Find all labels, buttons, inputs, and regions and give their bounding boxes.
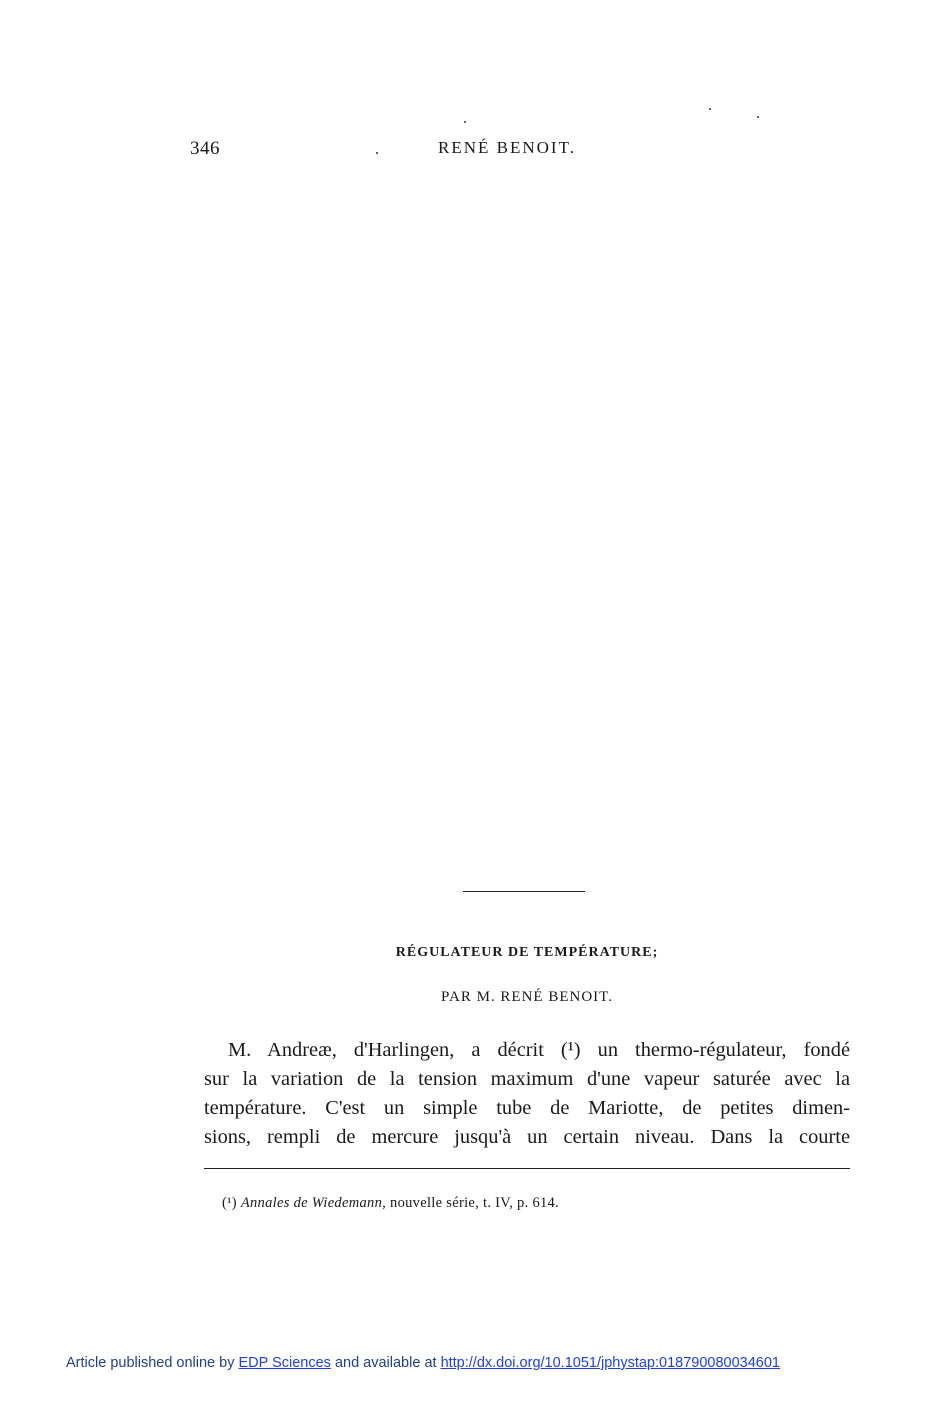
body-line: température. C'est un simple tube de Mariotte, de petites dimen-	[204, 1097, 850, 1119]
footnote-source: Annales de Wiedemann,	[240, 1195, 387, 1211]
footnote	[222, 1195, 559, 1212]
footnote-marker: (¹)	[222, 1195, 237, 1211]
publication-notice	[66, 1355, 780, 1371]
body-line: sur la variation de la tension maximum d'une vapeur saturée avec la	[204, 1068, 850, 1090]
article-title: RÉGULATEUR DE TEMPÉRATURE;	[395, 945, 659, 960]
stray-dot	[376, 152, 378, 154]
publication-prefix: Article published online by	[66, 1355, 235, 1371]
byline: PAR M. RENÉ BENOIT.	[441, 989, 613, 1005]
page-number: 346	[190, 138, 220, 159]
publication-middle: and available at	[334, 1355, 437, 1371]
body-text	[204, 1036, 850, 1152]
footnote-rule	[204, 1168, 850, 1169]
stray-dot	[757, 116, 759, 118]
stray-dot	[464, 121, 466, 123]
stray-dot	[709, 108, 711, 110]
body-line: M. Andreæ, d'Harlingen, a décrit (¹) un thermo-régulateur, fondé	[228, 1039, 850, 1061]
section-separator	[463, 891, 585, 892]
doi-link[interactable]: http://dx.doi.org/10.1051/jphystap:018790080034601	[440, 1355, 780, 1371]
footnote-details: nouvelle série, t. IV, p. 614.	[390, 1195, 560, 1211]
running-head: RENÉ BENOIT.	[438, 138, 576, 157]
body-line: sions, rempli de mercure jusqu'à un certain niveau. Dans la courte	[204, 1126, 850, 1148]
publisher-link[interactable]: EDP Sciences	[238, 1355, 331, 1371]
